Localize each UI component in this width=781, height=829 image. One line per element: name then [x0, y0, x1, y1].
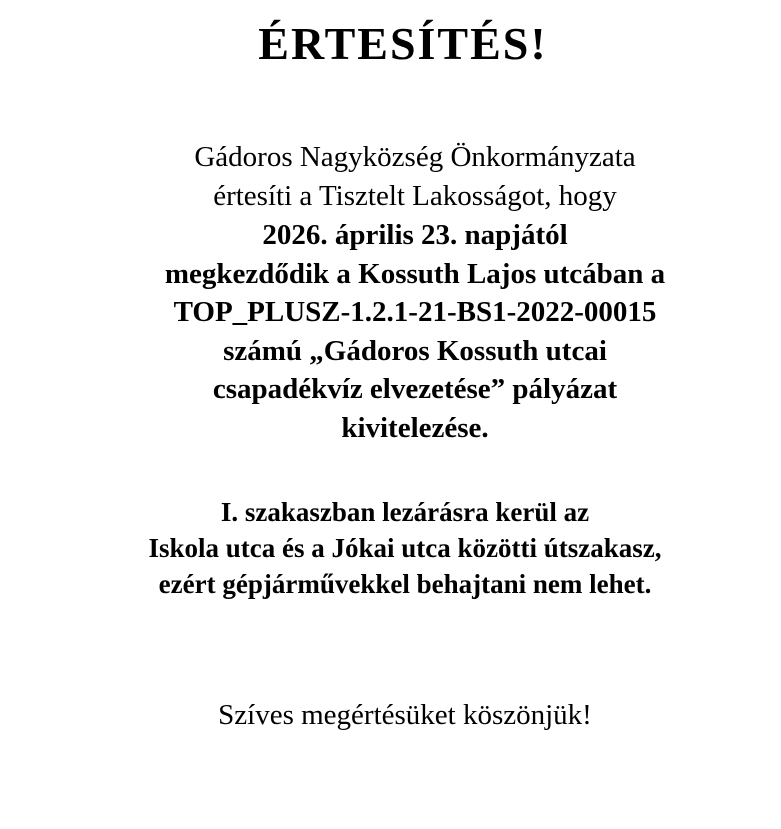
intro-paragraph: [0, 138, 781, 216]
intro-line-1: Gádoros Nagyközség Önkormányzata: [194, 141, 636, 173]
notice-line-1: I. szakaszban lezárásra kerül az: [220, 497, 590, 527]
notice-line-2: Iskola utca és a Jókai utca közötti útszakasz,: [148, 533, 662, 563]
closing-thanks: Szíves megértésüket köszönjük!: [218, 699, 592, 731]
intro-line-2: értesíti a Tisztelt Lakosságot, hogy: [213, 180, 617, 212]
main-line-5: csapadékvíz elvezetése” pályázat: [212, 373, 618, 405]
main-announcement: [0, 216, 781, 447]
page-title: ÉRTESÍTÉS!: [258, 18, 548, 69]
main-line-6: kivitelezése.: [341, 411, 489, 444]
main-line-2: megkezdődik a Kossuth Lajos utcában a: [164, 257, 666, 290]
main-line-4: számú „Gádoros Kossuth utcai: [223, 334, 607, 367]
notice-line-3: ezért gépjárművekkel behajtani nem lehet.: [158, 569, 652, 599]
main-line-1: 2026. április 23. napjától: [262, 219, 568, 251]
main-line-3: TOP_PLUSZ-1.2.1-21-BS1-2022-00015: [173, 296, 657, 328]
closure-notice: [0, 494, 781, 602]
